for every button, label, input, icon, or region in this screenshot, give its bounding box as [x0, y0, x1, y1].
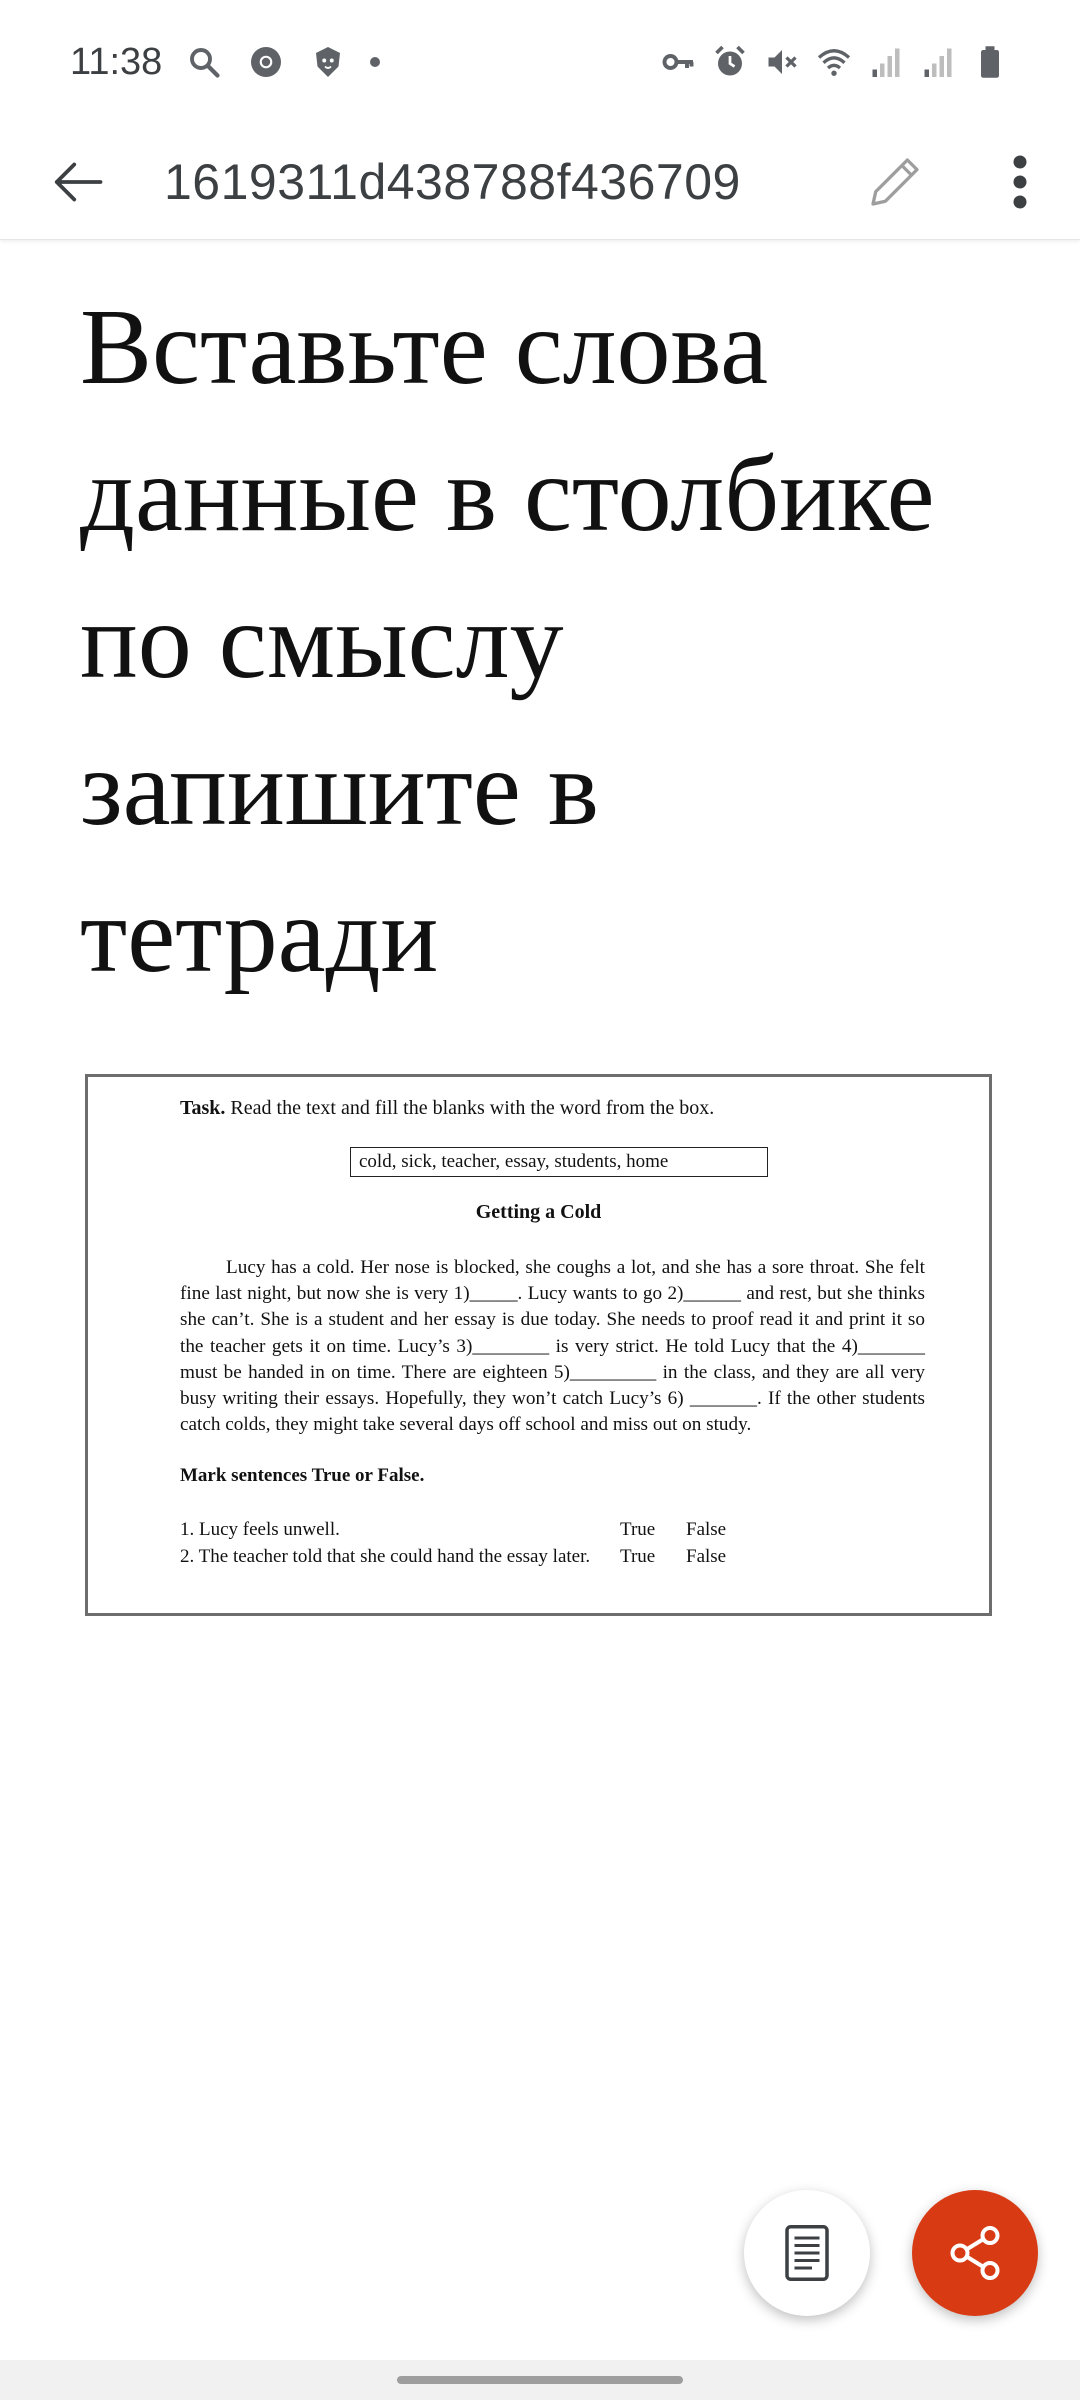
- reader-mode-icon: [781, 2223, 833, 2283]
- false-label: False: [686, 1519, 727, 1540]
- true-label: True: [620, 1519, 656, 1540]
- gesture-handle[interactable]: [397, 2376, 683, 2384]
- status-time: 11:38: [70, 40, 163, 83]
- true-label: True: [620, 1546, 656, 1567]
- task-text: Read the text and fill the blanks with the word from the box.: [225, 1097, 715, 1119]
- more-options-button[interactable]: [990, 137, 1050, 227]
- vpn-key-icon: [658, 42, 698, 82]
- heading-line: данные в столбике: [80, 435, 935, 554]
- alarm-icon: [710, 42, 750, 82]
- heading-line: по смыслу: [80, 582, 564, 701]
- battery-icon: [970, 42, 1010, 82]
- story-title: Getting a Cold: [475, 1201, 602, 1223]
- signal-2-icon: [918, 42, 958, 82]
- notification-dot: [370, 57, 380, 67]
- question-text: 2. The teacher told that she could hand the essay later.: [180, 1546, 591, 1567]
- reader-mode-button[interactable]: [744, 2190, 870, 2316]
- heading-line: запишите в: [80, 729, 599, 848]
- question-text: 1. Lucy feels unwell.: [180, 1519, 340, 1540]
- signal-1-icon: [866, 42, 906, 82]
- document-title: 1619311d438788f436709: [164, 153, 741, 210]
- mute-icon: [762, 42, 802, 82]
- task-label: Task.: [180, 1097, 226, 1119]
- lion-app-icon: [308, 42, 348, 82]
- document-heading: [80, 274, 1040, 1009]
- edit-button[interactable]: [850, 137, 940, 227]
- false-label: False: [686, 1546, 727, 1567]
- true-false-heading: Mark sentences True or False.: [180, 1465, 425, 1486]
- worksheet-task: [180, 1097, 714, 1120]
- story-paragraph: Lucy has a cold. Her nose is blocked, she coughs a lot, and she has a sore throat. She felt fine last night, but now she is very 1)_____. Lucy wants to go 2)______ and rest, but she thinks she can’t. She is a student and her essay is due today. She needs to proof read it and print it so the teacher gets it on time. Lucy’s 3)________ is very strict. He told Lucy that the 4)_______ must be handed in on time. There are eighteen 5)_________ in the class, and they are all very busy writing their essays. Hopefully, they won’t catch Lucy’s 6) _______. If the other students catch colds, they might take several days off school and miss out on study.: [180, 1257, 925, 1436]
- wifi-icon: [814, 42, 854, 82]
- worksheet-image: [85, 1074, 992, 1616]
- word-box: cold, sick, teacher, essay, students, home: [350, 1147, 768, 1177]
- back-button[interactable]: [28, 132, 128, 232]
- chrome-icon: [246, 42, 286, 82]
- back-arrow-icon: [48, 152, 108, 212]
- app-toolbar: [0, 124, 1080, 240]
- more-vert-icon: [1010, 152, 1030, 212]
- pencil-icon: [862, 149, 928, 215]
- share-button[interactable]: [912, 2190, 1038, 2316]
- status-bar: [0, 0, 1080, 124]
- search-icon: [184, 42, 224, 82]
- share-icon: [945, 2223, 1005, 2283]
- heading-line: Вставьте слова: [80, 288, 769, 407]
- heading-line: тетради: [80, 876, 439, 995]
